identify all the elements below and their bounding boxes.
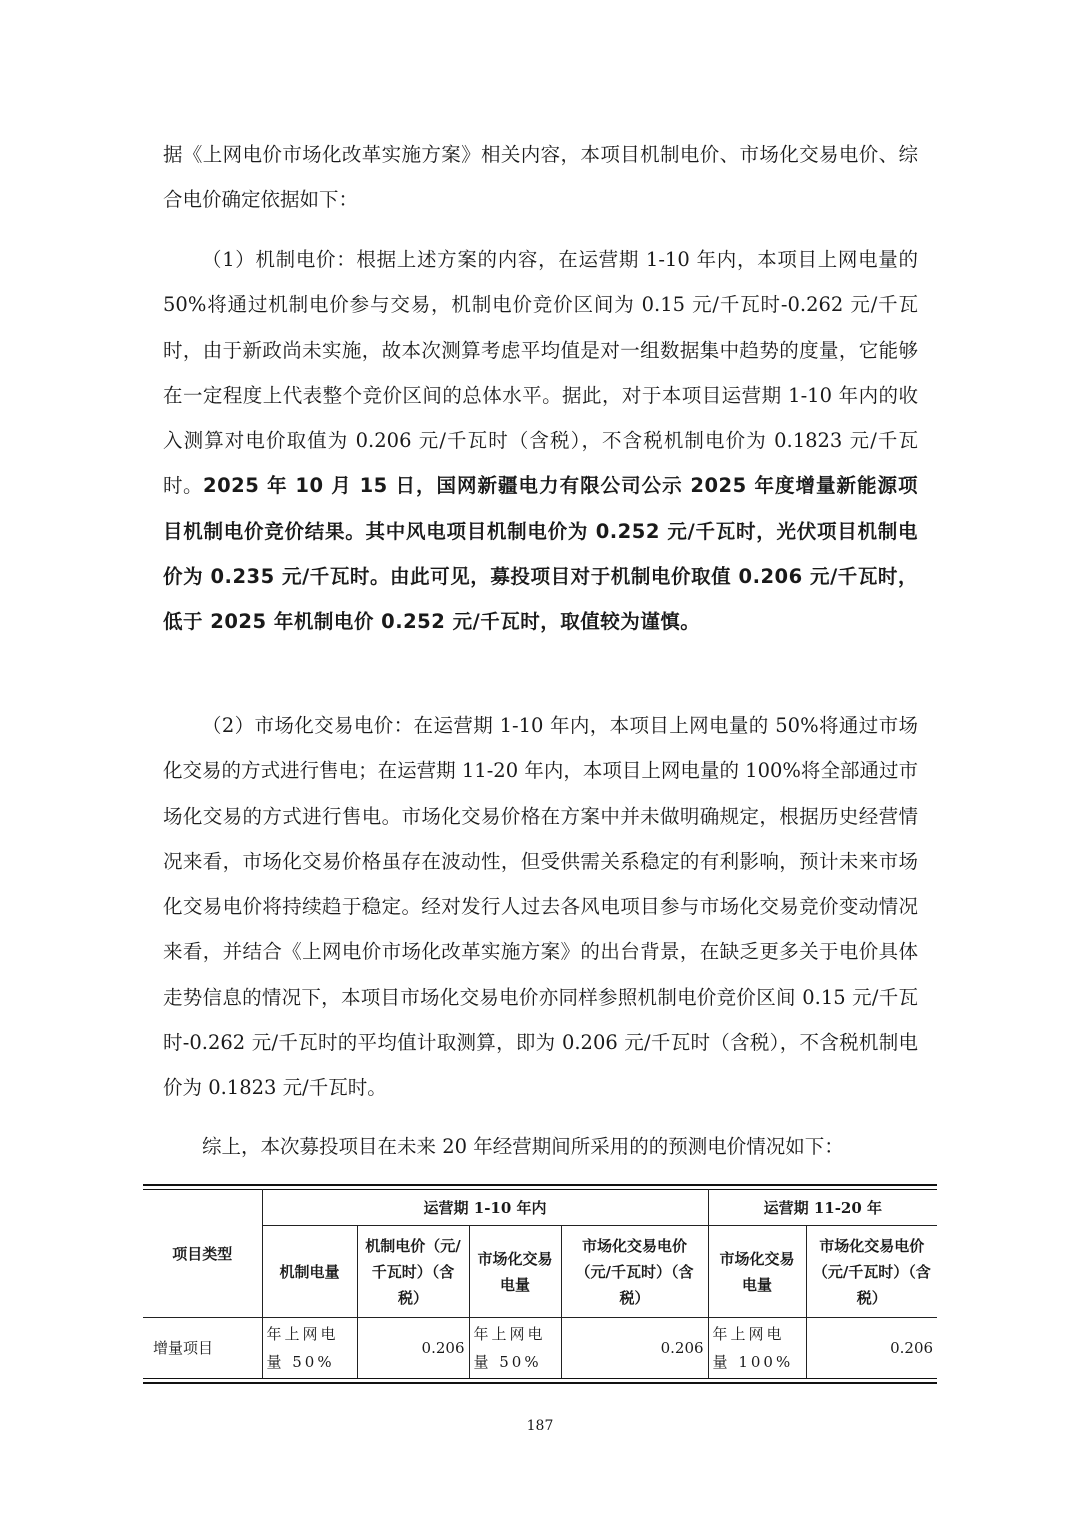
header-market-quantity-1: 市场化交易电量 xyxy=(469,1226,561,1318)
table-top-rule xyxy=(143,1184,937,1186)
header-mech-price: 机制电价（元/千瓦时）（含税） xyxy=(357,1226,469,1318)
paragraph-mechanism-price-bold: 2025 年 10 月 15 日，国网新疆电力有限公司公示 2025 年度增量新能源项目机制电价竞价结果。其中风电项目机制电价为 0.252 元/千瓦时，光伏项目机制电价为 0.235 元/千瓦时。由此可见，募投项目对于机制电价取值 0.206 元/千瓦时，低于 2025 年机制电价 0.252 元/千瓦时，取值较为谨慎。 xyxy=(163,474,918,634)
cell-mech-quantity: 年上网电量 50% xyxy=(262,1318,357,1379)
cell-project-type: 增量项目 xyxy=(143,1318,262,1379)
header-market-price-1: 市场化交易电价（元/千瓦时）（含税） xyxy=(561,1226,708,1318)
header-period-11-20: 运营期 11-20 年 xyxy=(708,1190,937,1226)
paragraph-mechanism-price xyxy=(163,237,918,645)
cell-mech-price: 0.206 xyxy=(357,1318,469,1379)
header-market-quantity-2: 市场化交易电量 xyxy=(708,1226,806,1318)
paragraph-summary: 综上，本次募投项目在未来 20 年经营期间所采用的的预测电价情况如下： xyxy=(202,1135,844,1158)
table-bottom-rule xyxy=(143,1382,937,1384)
header-period-1-10: 运营期 1-10 年内 xyxy=(262,1190,708,1226)
paragraph-mechanism-price-text: （1）机制电价：根据上述方案的内容，在运营期 1-10 年内，本项目上网电量的 50%将通过机制电价参与交易，机制电价竞价区间为 0.15 元/千瓦时-0.262 元/千瓦时，由于新政尚未实施，故本次测算考虑平均值是对一组数据集中趋势的度量，它能够在一定程度上代表整个竞价区间的总体水平。据此，对于本项目运营期 1-10 年内的收入测算对电价取值为 0.206 元/千瓦时（含税），不含税机制电价为 0.1823 元/千瓦时。 xyxy=(163,248,918,498)
cell-market-price-1: 0.206 xyxy=(561,1318,708,1379)
page-number: 187 xyxy=(526,1418,554,1434)
header-mech-quantity: 机制电量 xyxy=(262,1226,357,1318)
header-project-type: 项目类型 xyxy=(143,1190,262,1318)
price-forecast-table xyxy=(143,1184,937,1384)
paragraph-intro: 据《上网电价市场化改革实施方案》相关内容，本项目机制电价、市场化交易电价、综合电价确定依据如下： xyxy=(163,143,918,212)
header-market-price-2: 市场化交易电价（元/千瓦时）（含税） xyxy=(806,1226,937,1318)
cell-market-quantity-1: 年上网电量 50% xyxy=(469,1318,561,1379)
cell-market-quantity-2: 年上网电量 100% xyxy=(708,1318,806,1379)
table-row xyxy=(143,1318,937,1379)
cell-market-price-2: 0.206 xyxy=(806,1318,937,1379)
paragraph-market-price: （2）市场化交易电价：在运营期 1-10 年内，本项目上网电量的 50%将通过市场化交易的方式进行售电；在运营期 11-20 年内，本项目上网电量的 100%将全部通过市场化交易的方式进行售电。市场化交易价格在方案中并未做明确规定，根据历史经营情况来看，市场化交易价格虽存在波动性，但受供需关系稳定的有利影响，预计未来市场化交易电价将持续趋于稳定。经对发行人过去各风电项目参与市场化交易竞价变动情况来看，并结合《上网电价市场化改革实施方案》的出台背景，在缺乏更多关于电价具体走势信息的情况下，本项目市场化交易电价亦同样参照机制电价竞价区间 0.15 元/千瓦时-0.262 元/千瓦时的平均值计取测算，即为 0.206 元/千瓦时（含税），不含税机制电价为 0.1823 元/千瓦时。 xyxy=(163,714,918,1100)
